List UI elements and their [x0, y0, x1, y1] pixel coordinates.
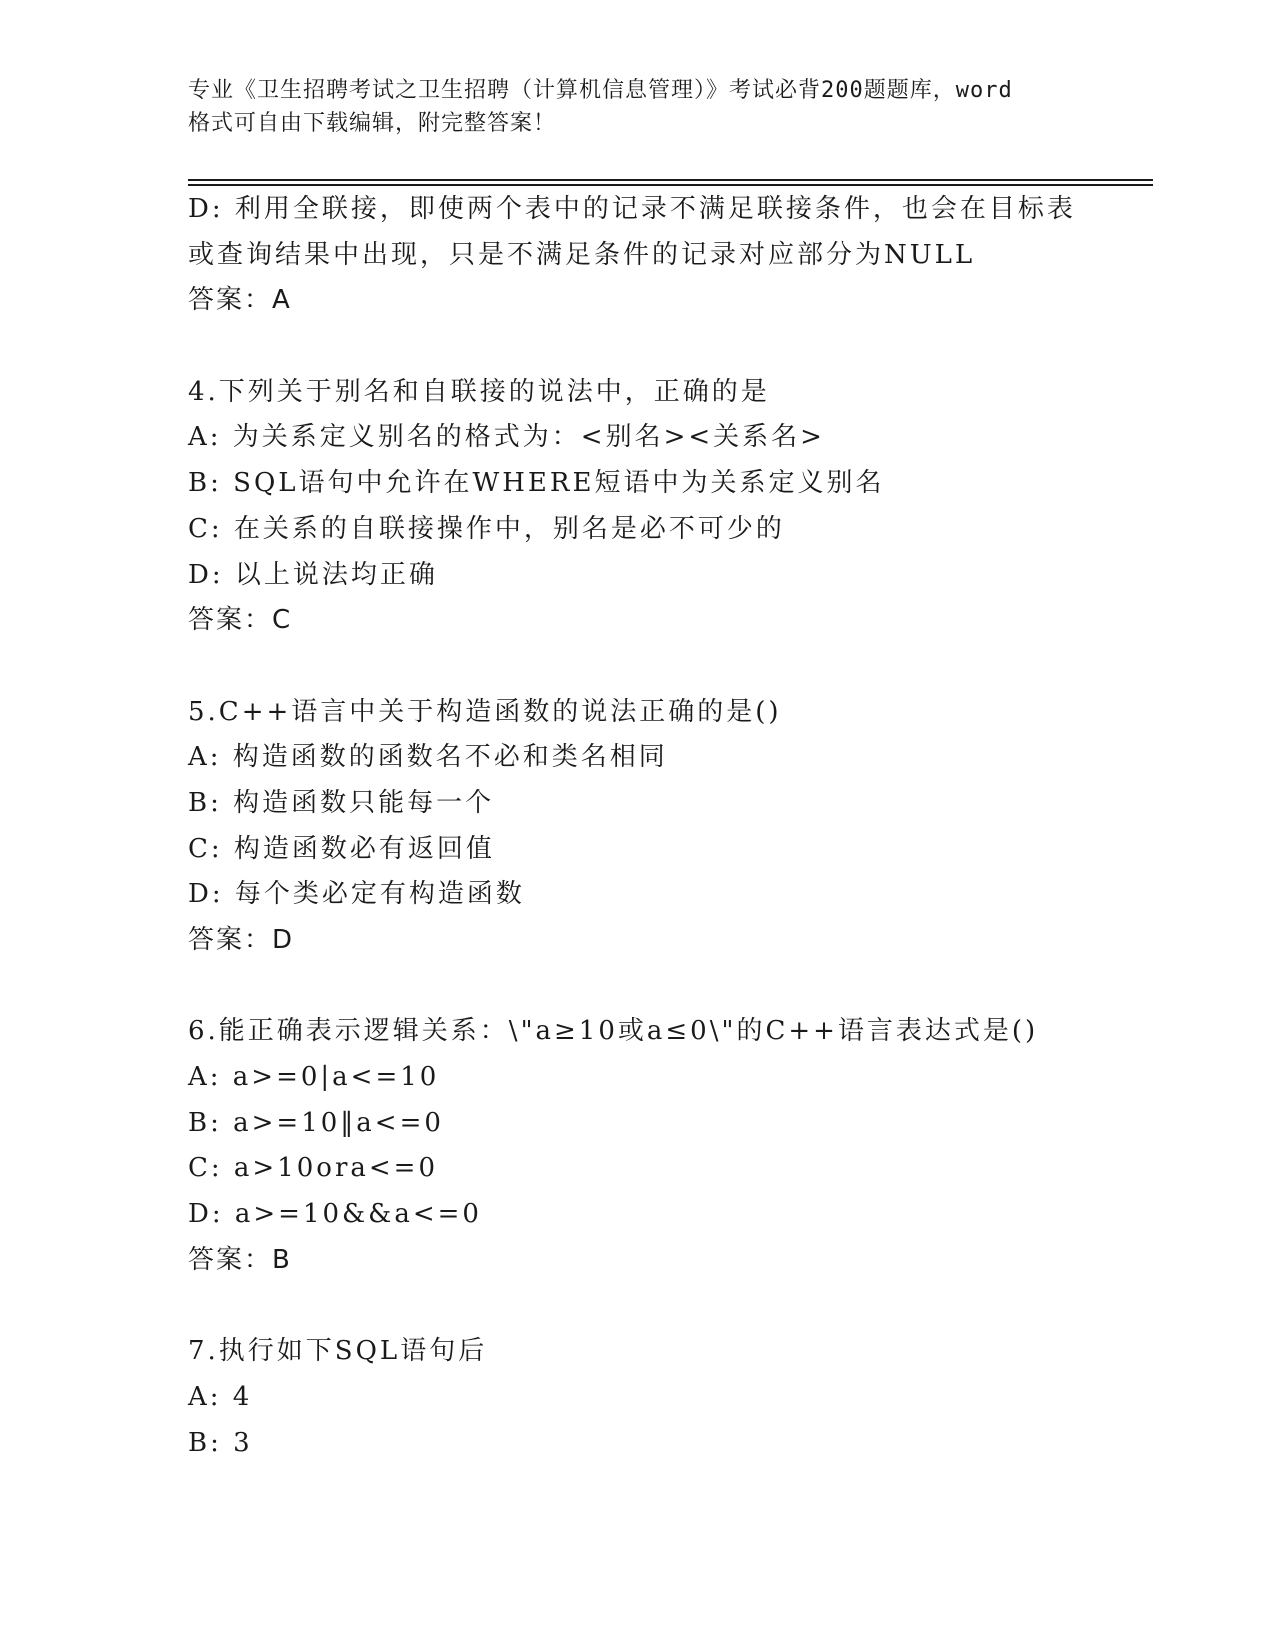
spacer — [188, 964, 1128, 1010]
option-c: C: 构造函数必有返回值 — [188, 833, 495, 864]
answer-label: 答案：C — [188, 605, 293, 636]
question-stem: 4.下列关于别名和自联接的说法中，正确的是 — [188, 376, 770, 407]
question-stem: 6.能正确表示逻辑关系：\"a≥10或a≤0\"的C++语言表达式是() — [188, 1016, 1039, 1047]
option-a: A: 构造函数的函数名不必和类名相同 — [188, 742, 668, 773]
header-line-2: 格式可自由下载编辑，附完整答案！ — [188, 111, 557, 136]
question-list — [188, 187, 1128, 1466]
header-line-1: 专业《卫生招聘考试之卫生招聘（计算机信息管理）》考试必背200题题库，word — [188, 78, 1013, 103]
option-d-line-1: D: 利用全联接，即使两个表中的记录不满足联接条件，也会在目标表 — [188, 194, 1076, 224]
option-d: D: a>=10&&a<=0 — [188, 1199, 482, 1230]
option-b: B: 3 — [188, 1427, 253, 1458]
option-a: A: 为关系定义别名的格式为：<别名><关系名> — [188, 422, 825, 453]
spacer — [188, 1284, 1128, 1330]
option-d: D: 每个类必定有构造函数 — [188, 879, 525, 910]
option-d: D: 以上说法均正确 — [188, 559, 438, 590]
document-header — [188, 74, 1088, 140]
spacer — [188, 644, 1128, 690]
answer-label: 答案：B — [188, 1244, 292, 1275]
option-b: B: a>=10‖a<=0 — [188, 1107, 444, 1138]
answer-label: 答案：D — [188, 925, 295, 955]
option-a: A: a>=0|a<=10 — [188, 1062, 440, 1093]
option-b: B: 构造函数只能每一个 — [188, 787, 495, 818]
option-b: B: SQL语句中允许在WHERE短语中为关系定义别名 — [188, 468, 885, 499]
option-a: A: 4 — [188, 1381, 253, 1412]
question-stem: 5.C++语言中关于构造函数的说法正确的是() — [188, 696, 782, 727]
option-c: C: a>10ora<=0 — [188, 1153, 438, 1184]
option-d-line-2: 或查询结果中出现，只是不满足条件的记录对应部分为NULL — [188, 239, 976, 270]
question-stem: 7.执行如下SQL语句后 — [188, 1336, 488, 1367]
header-divider-bottom — [188, 184, 1153, 186]
header-divider-top — [188, 179, 1153, 181]
option-c: C: 在关系的自联接操作中，别名是必不可少的 — [188, 513, 785, 544]
spacer — [188, 324, 1128, 370]
answer-label: 答案：A — [188, 285, 292, 316]
